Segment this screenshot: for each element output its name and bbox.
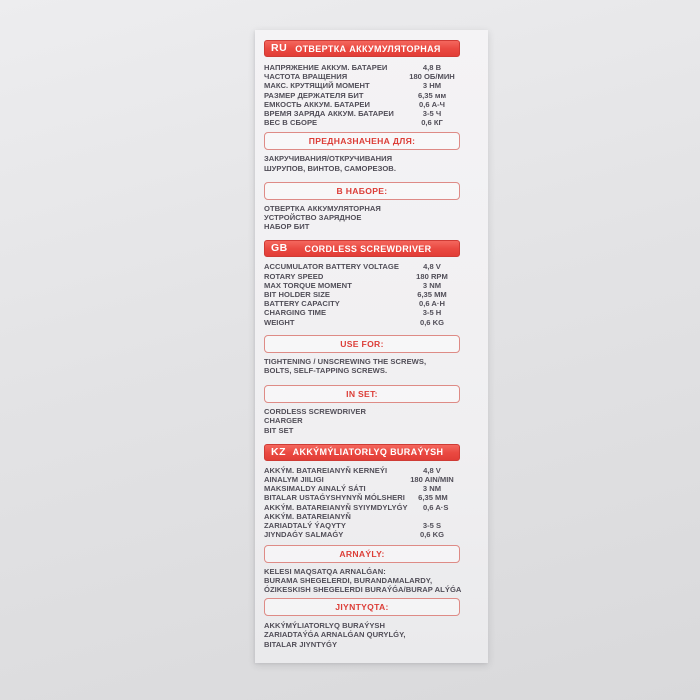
spec-value: 3 НМ: [422, 81, 442, 91]
text-line: TIGHTENING / UNSCREWING THE SCREWS,: [264, 356, 427, 366]
spec-name: ЧАСТОТА ВРАЩЕНИЯ: [264, 72, 348, 82]
gb-section-header-bar: [264, 240, 460, 257]
ru-inset-title: В НАБОРЕ:: [336, 185, 388, 196]
spec-value: 0,6 KG: [419, 317, 445, 327]
spec-value: 4,8 V: [423, 262, 441, 272]
text-line: CORDLESS SCREWDRIVER: [264, 407, 367, 417]
gb-use-text: [264, 357, 460, 375]
kz-arnauly-header: [264, 545, 460, 563]
ru-purpose-header: [264, 132, 460, 150]
text-line: ÓZIKESKISH SHEGELERDI BURAÝǴA/BURAP ALÝǴA: [264, 584, 462, 594]
spec-value: 3-5 S: [422, 521, 442, 531]
spec-name: JIYNDAǴY SALMAǴY: [264, 530, 344, 540]
spec-row: [264, 281, 460, 290]
ru-section-header-bar: [264, 40, 460, 57]
spec-name: ZARIADTALÝ ÝAQYTY: [264, 521, 346, 531]
spec-value: 3-5 H: [422, 308, 442, 318]
kz-jiyntyqta-text: [264, 621, 460, 649]
spec-name: ACCUMULATOR BATTERY VOLTAGE: [264, 262, 399, 272]
spec-value: 3-5 Ч: [422, 109, 442, 119]
text-line: BIT SET: [264, 425, 294, 435]
spec-value: 180 RPM: [416, 271, 448, 281]
spec-value: 0,6 A·S: [422, 502, 449, 512]
spec-row: [264, 262, 460, 271]
spec-row: [264, 521, 460, 530]
spec-value: 0,6 А-Ч: [418, 99, 445, 109]
spec-row: [264, 530, 460, 539]
spec-row: [264, 100, 460, 109]
ru-purpose-title: ПРЕДНАЗНАЧЕНА ДЛЯ:: [308, 136, 416, 147]
spec-name: ROTARY SPEED: [264, 271, 324, 281]
spec-value: 180 ОБ/МИН: [409, 72, 455, 82]
spec-value: 3 NM: [422, 484, 442, 494]
spec-row: [264, 63, 460, 72]
gb-inset-title: IN SET:: [346, 389, 378, 400]
spec-row: [264, 272, 460, 281]
spec-name: ЕМКОСТЬ АККУМ. БАТАРЕИ: [264, 99, 371, 109]
spec-value: 4,8 V: [423, 465, 441, 475]
text-line: УСТРОЙСТВО ЗАРЯДНОЕ: [264, 213, 362, 223]
spec-row: [264, 475, 460, 484]
spec-value: 0,6 KG: [419, 530, 445, 540]
ru-specs-table: [264, 63, 460, 127]
spec-name: WEIGHT: [264, 317, 295, 327]
gb-use-title: USE FOR:: [340, 338, 384, 349]
spec-row: [264, 503, 460, 512]
spec-name: BATTERY CAPACITY: [264, 299, 340, 309]
ru-language-badge: RU: [271, 42, 288, 54]
spec-name: BITALAR USTAǴYSHYNYŇ MÓLSHERI: [264, 493, 405, 503]
text-line: ЗАКРУЧИВАНИЯ/ОТКРУЧИВАНИЯ: [264, 154, 393, 164]
gb-inset-header: [264, 385, 460, 403]
spec-name: МАКС. КРУТЯЩИЙ МОМЕНТ: [264, 81, 370, 91]
product-label-sheet: [255, 30, 488, 663]
spec-row: [264, 72, 460, 81]
spec-row: [264, 512, 460, 521]
spec-value: 3 NM: [422, 280, 442, 290]
spec-row: [264, 466, 460, 475]
ru-inset-header: [264, 182, 460, 200]
gb-inset-text: [264, 407, 460, 435]
kz-arnauly-title: ARNAÝLY:: [339, 548, 385, 559]
text-line: BOLTS, SELF-TAPPING SCREWS.: [264, 366, 388, 376]
spec-value: 0,6 КГ: [421, 118, 443, 128]
ru-inset-text: [264, 204, 460, 232]
label-content: [264, 40, 460, 649]
spec-row: [264, 493, 460, 502]
spec-name: CHARGING TIME: [264, 308, 327, 318]
kz-language-badge: KZ: [271, 445, 286, 458]
gb-use-header: [264, 335, 460, 353]
text-line: AKKÝMÝLIATORLYQ BURAÝYSH: [264, 621, 386, 631]
spec-name: ВРЕМЯ ЗАРЯДА АККУМ. БАТАРЕИ: [264, 109, 394, 119]
text-line: ZARIADTAÝǴA ARNALǴAN QURYLǴY,: [264, 630, 406, 640]
spec-name: РАЗМЕР ДЕРЖАТЕЛЯ БИТ: [264, 90, 364, 100]
gb-section-title: CORDLESS SCREWDRIVER: [304, 243, 432, 254]
kz-jiyntyqta-header: [264, 598, 460, 616]
kz-arnauly-text: [264, 567, 460, 595]
spec-value: 6,35 MM: [418, 493, 448, 503]
spec-name: AKKÝM. BATAREIANYŇ SYIYMDYLYǴY: [264, 502, 408, 512]
spec-name: AINALYM JIILIGI: [264, 475, 324, 485]
kz-jiyntyqta-title: JIYNTYQTA:: [335, 602, 389, 613]
spec-row: [264, 91, 460, 100]
ru-section-title: ОТВЕРТКА АККУМУЛЯТОРНАЯ: [295, 43, 441, 54]
spec-row: [264, 299, 460, 308]
text-line: KELESI MAQSATQA ARNALǴAN:: [264, 566, 386, 576]
ru-purpose-text: [264, 154, 460, 172]
spec-name: ВЕС В СБОРЕ: [264, 118, 318, 128]
kz-section-header-bar: [264, 444, 460, 461]
gb-language-badge: GB: [271, 242, 288, 255]
spec-value: 180 AIN/MIN: [410, 475, 454, 485]
text-line: CHARGER: [264, 416, 303, 426]
spec-row: [264, 308, 460, 317]
spec-value: 0,6 A·H: [419, 299, 445, 309]
spec-name: BIT HOLDER SIZE: [264, 290, 330, 300]
spec-row: [264, 81, 460, 90]
spec-row: [264, 118, 460, 127]
spec-name: MAKSIMALDY AINALÝ SÁTI: [264, 484, 366, 494]
gb-specs-table: [264, 262, 460, 326]
text-line: ОТВЕРТКА АККУМУЛЯТОРНАЯ: [264, 203, 381, 213]
spec-value: 6,35 мм: [417, 90, 447, 100]
kz-specs-table: [264, 466, 460, 540]
spec-value: 6,35 MM: [417, 290, 447, 300]
spec-name: AKKÝM. BATAREIANYŇ: [264, 511, 351, 521]
text-line: BURAMA SHEGELERDI, BURANDAMALARDY,: [264, 575, 433, 585]
spec-value: 4,8 В: [422, 63, 442, 72]
spec-row: [264, 484, 460, 493]
spec-name: AKKÝM. BATAREIANYŇ KERNEÝI: [264, 465, 388, 475]
text-line: BITALAR JIYNTYǴY: [264, 639, 338, 649]
spec-row: [264, 318, 460, 327]
text-line: НАБОР БИТ: [264, 222, 310, 232]
spec-row: [264, 290, 460, 299]
spec-name: НАПРЯЖЕНИЕ АККУМ. БАТАРЕИ: [264, 63, 388, 72]
spec-name: MAX TORQUE MOMENT: [264, 280, 352, 290]
text-line: ШУРУПОВ, ВИНТОВ, САМОРЕЗОВ.: [264, 163, 396, 173]
spec-row: [264, 109, 460, 118]
kz-section-title: AKKÝMÝLIATORLYQ BURAÝYSH: [292, 447, 444, 458]
